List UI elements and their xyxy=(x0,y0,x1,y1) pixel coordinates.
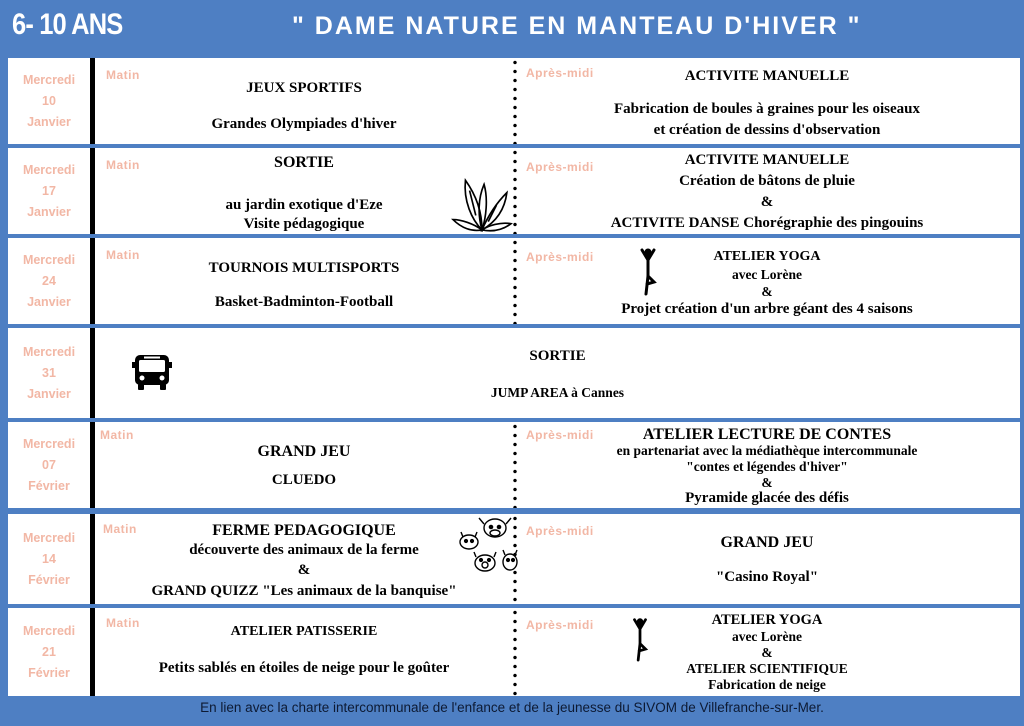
apres-midi-label: Après-midi xyxy=(526,428,594,442)
apres-midi-label: Après-midi xyxy=(526,524,594,538)
pm-line2: ATELIER SCIENTIFIQUE xyxy=(686,661,848,676)
row-date: Mercredi 17 Janvier xyxy=(22,162,76,219)
pm-line2: Projet création d'un arbre géant des 4 saisons xyxy=(621,301,913,317)
footer-note: En lien avec la charte intercommunale de l'enfance et de la jeunesse du SIVOM de Villefranche-sur-Mer. xyxy=(200,700,824,715)
row-date: Mercredi 14 Février xyxy=(22,530,76,587)
am-title: SORTIE xyxy=(274,154,334,171)
pm-amp: & xyxy=(761,475,773,490)
row-date: Mercredi 21 Février xyxy=(22,623,76,680)
am-amp: & xyxy=(297,562,311,578)
apres-midi-label: Après-midi xyxy=(526,618,594,632)
pm-line2: et création de dessins d'observation xyxy=(653,122,881,138)
pm-line2: ACTIVITE DANSE Chorégraphie des pingouins xyxy=(610,215,924,231)
full-line1: JUMP AREA à Cannes xyxy=(490,385,625,400)
am-line1: CLUEDO xyxy=(271,472,337,488)
pm-title: ATELIER YOGA xyxy=(713,249,821,264)
pm-amp: & xyxy=(761,284,773,299)
age-range: 6- 10 ANS xyxy=(12,8,123,41)
divider-bar xyxy=(90,422,95,508)
schedule-row xyxy=(8,422,1020,508)
am-title: JEUX SPORTIFS xyxy=(246,80,362,96)
divider-bar xyxy=(90,328,95,418)
pm-line3: Pyramide glacée des défis xyxy=(685,490,849,506)
am-line2: Visite pédagogique xyxy=(243,216,365,232)
plant-icon xyxy=(450,174,514,232)
apres-midi-label: Après-midi xyxy=(526,66,594,80)
schedule-row xyxy=(8,608,1020,696)
pm-amp: & xyxy=(761,645,773,660)
pm-title: ACTIVITE MANUELLE xyxy=(684,152,850,168)
pm-line1: "Casino Royal" xyxy=(715,569,819,585)
am-title: TOURNOIS MULTISPORTS xyxy=(208,260,400,276)
matin-label: Matin xyxy=(100,428,134,442)
schedule-row xyxy=(8,328,1020,418)
pm-amp: & xyxy=(760,194,774,210)
matin-label: Matin xyxy=(106,68,140,82)
pm-line1: en partenariat avec la médiathèque intercommunale xyxy=(616,443,918,458)
matin-label: Matin xyxy=(106,158,140,172)
pm-line1: avec Lorène xyxy=(731,629,803,644)
pm-title: ATELIER LECTURE DE CONTES xyxy=(642,426,892,443)
am-title: ATELIER PATISSERIE xyxy=(230,624,378,639)
schedule-row xyxy=(8,514,1020,604)
matin-label: Matin xyxy=(103,522,137,536)
am-title: FERME PEDAGOGIQUE xyxy=(212,522,396,539)
am-line1: au jardin exotique d'Eze xyxy=(225,197,383,213)
pm-title: ACTIVITE MANUELLE xyxy=(684,68,850,84)
full-title: SORTIE xyxy=(529,348,586,364)
am-title: GRAND JEU xyxy=(257,443,351,460)
am-line1: découverte des animaux de la ferme xyxy=(189,542,419,558)
apres-midi-label: Après-midi xyxy=(526,250,594,264)
pm-line1: Création de bâtons de pluie xyxy=(679,173,855,189)
pm-title: GRAND JEU xyxy=(720,534,814,551)
am-line1: Grandes Olympiades d'hiver xyxy=(211,116,397,132)
farm-animals-icon xyxy=(455,516,519,578)
page-title: " DAME NATURE EN MANTEAU D'HIVER " xyxy=(292,12,862,40)
pm-line1: Fabrication de boules à graines pour les oiseaux xyxy=(614,101,920,117)
schedule-row xyxy=(8,148,1020,234)
page-header xyxy=(0,0,1024,58)
pm-line1: avec Lorène xyxy=(731,267,803,282)
row-date: Mercredi 31 Janvier xyxy=(22,344,76,401)
am-line1: Basket-Badminton-Football xyxy=(214,294,394,310)
schedule-row xyxy=(8,58,1020,144)
pm-line3: Fabrication de neige xyxy=(708,677,826,692)
pm-title: ATELIER YOGA xyxy=(711,612,823,628)
row-date: Mercredi 07 Février xyxy=(22,436,76,493)
matin-label: Matin xyxy=(106,248,140,262)
apres-midi-label: Après-midi xyxy=(526,160,594,174)
am-line1: Petits sablés en étoiles de neige pour le goûter xyxy=(158,660,450,676)
matin-label: Matin xyxy=(106,616,140,630)
schedule-row xyxy=(8,238,1020,324)
row-date: Mercredi 24 Janvier xyxy=(22,252,76,309)
pm-line2: "contes et légendes d'hiver" xyxy=(686,459,848,474)
row-date: Mercredi 10 Janvier xyxy=(22,72,76,129)
am-line2: GRAND QUIZZ "Les animaux de la banquise" xyxy=(151,583,457,599)
